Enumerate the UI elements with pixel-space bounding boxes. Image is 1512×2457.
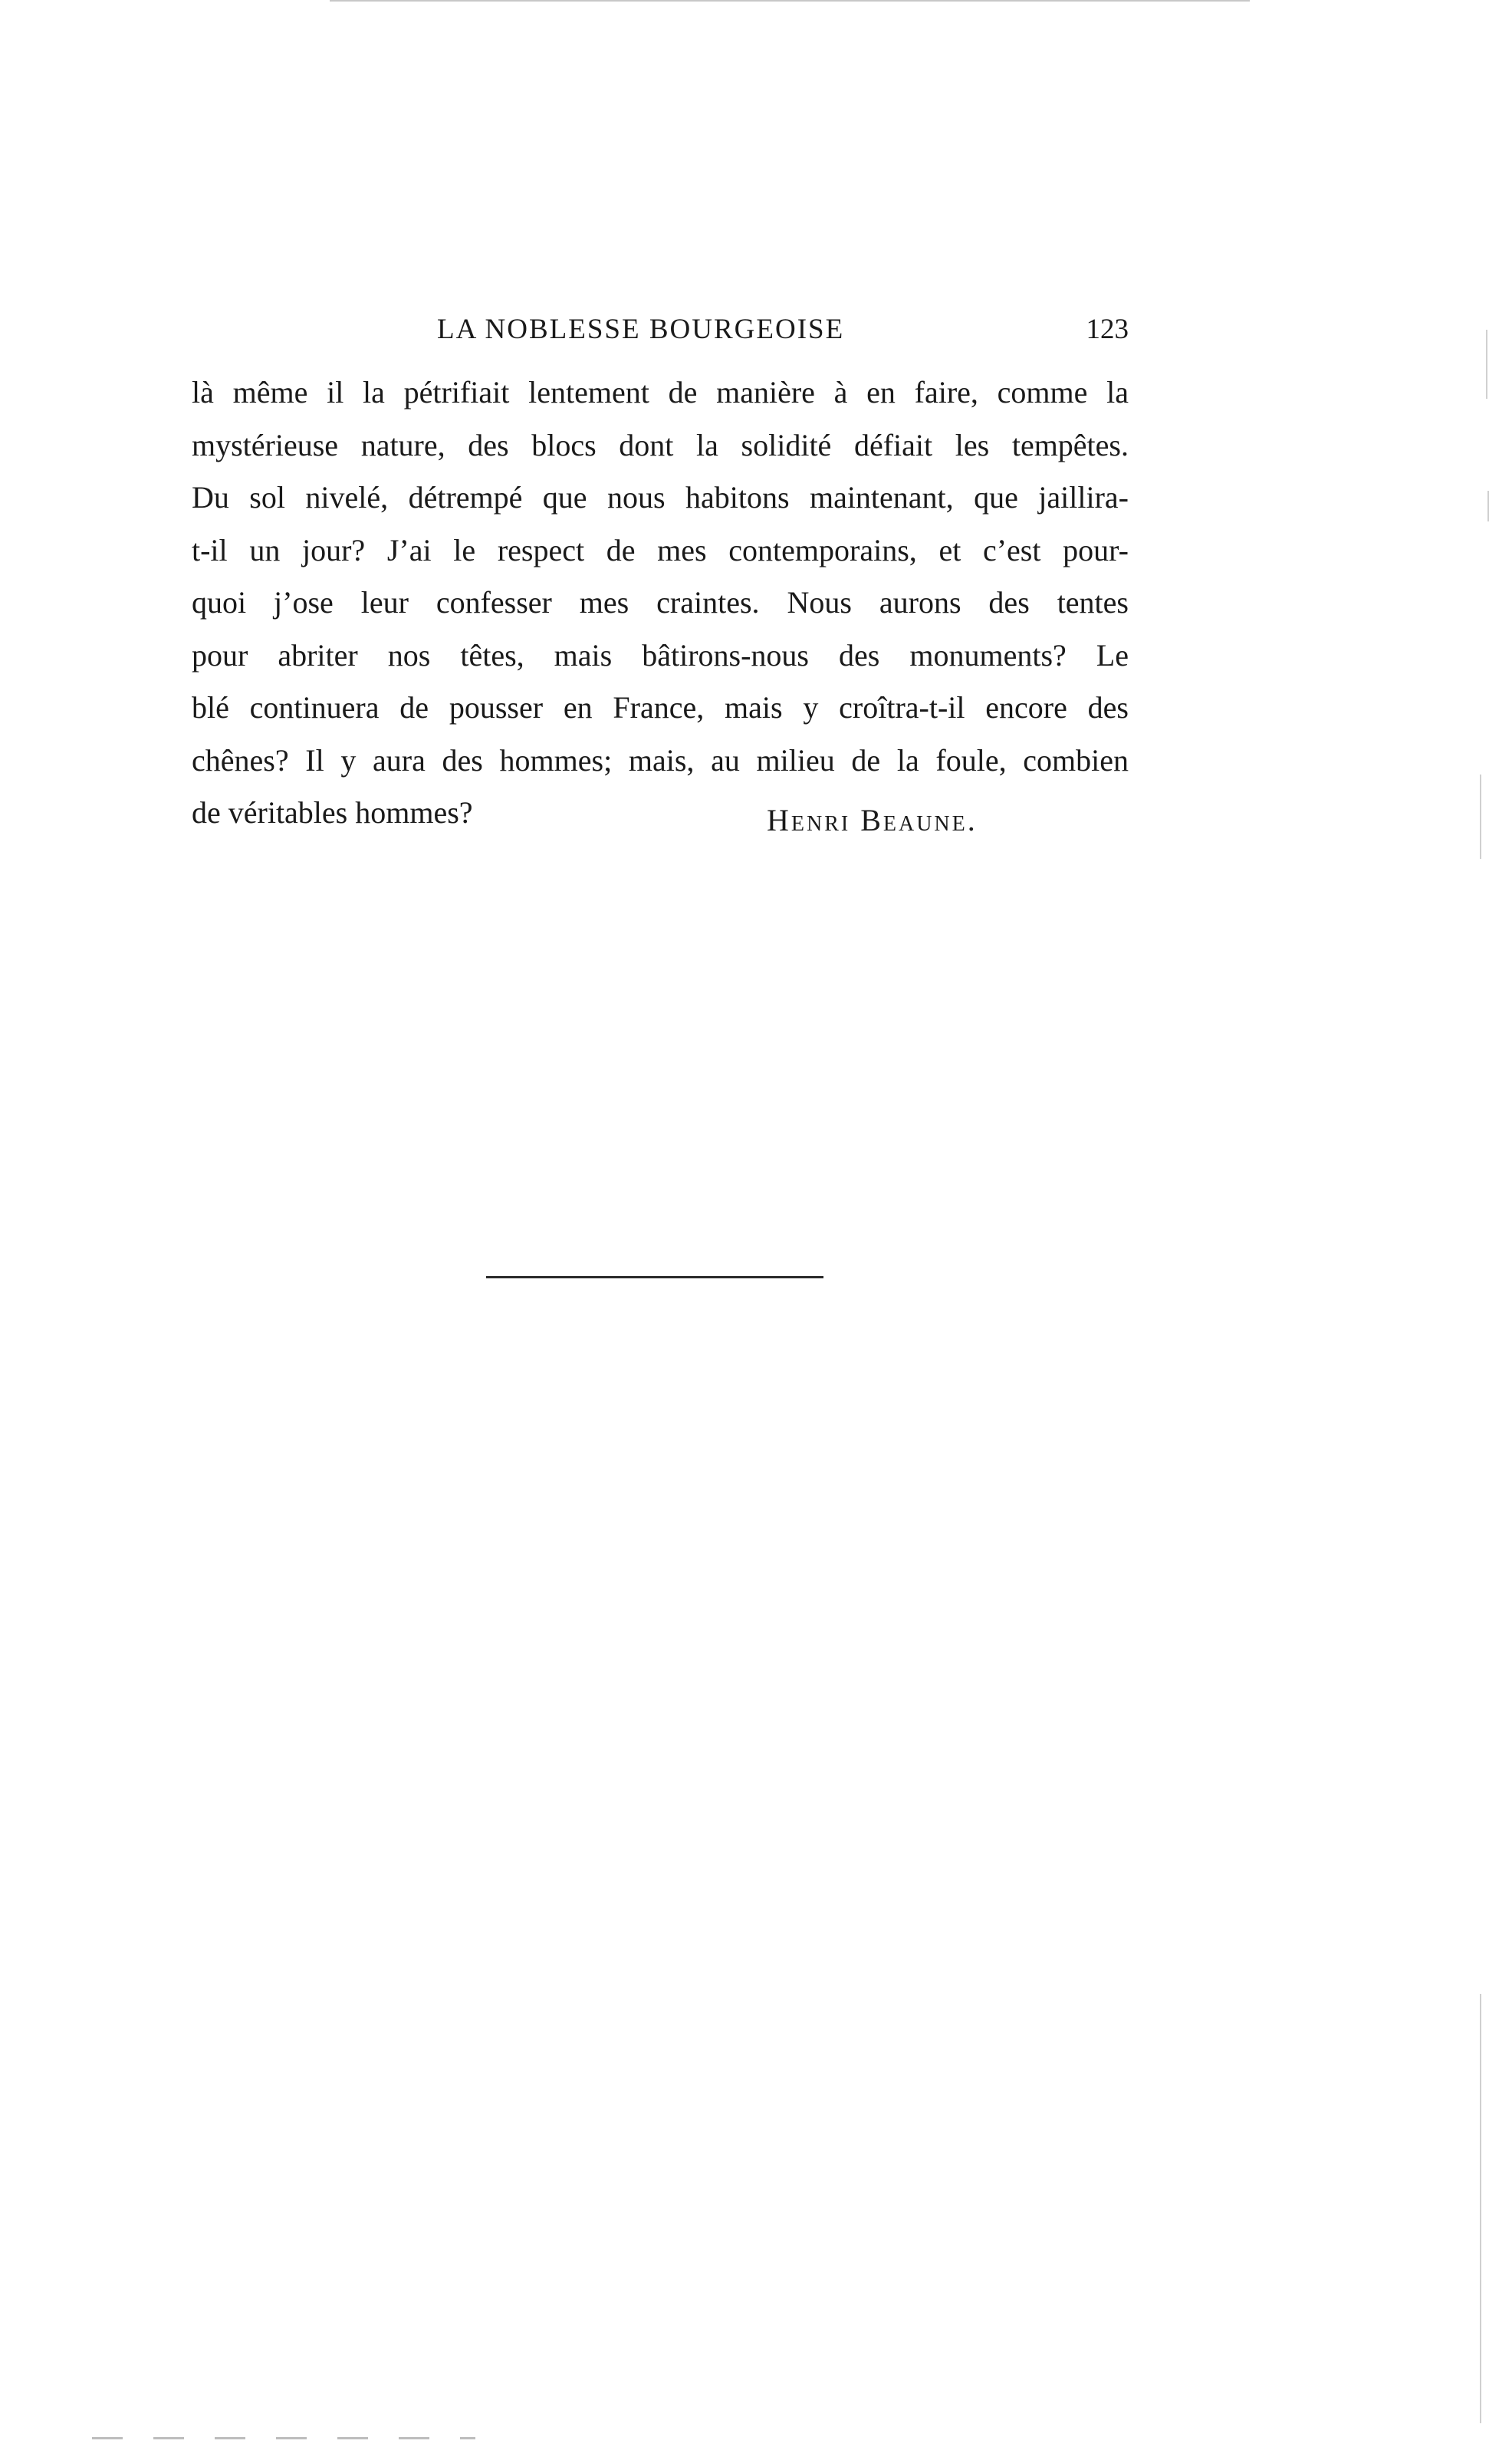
text-line: quoi j’ose leur confesser mes craintes. Nous aurons des tentes — [192, 585, 1129, 620]
text-line: mystérieuse nature, des blocs dont la solidité défiait les tempêtes. — [192, 427, 1129, 462]
text-line: Du sol nivelé, détrempé que nous habitons maintenant, que jaillira- — [192, 480, 1129, 515]
page-number: 123 — [1086, 314, 1129, 345]
margin-mark — [1480, 775, 1481, 859]
running-title: LA NOBLESSE BOURGEOISE — [437, 314, 845, 345]
margin-mark — [1486, 330, 1487, 399]
text-line: chênes? Il y aura des hommes; mais, au milieu de la foule, combien — [192, 742, 1129, 778]
scan-bottom-edge — [92, 2437, 475, 2439]
scan-top-edge — [330, 0, 1250, 2]
running-head — [192, 313, 1129, 359]
margin-mark — [1487, 491, 1489, 521]
text-line: là même il la pétrifiait lentement de manière à en faire, comme la — [192, 375, 1129, 410]
text-line: blé continuera de pousser en France, mais y croîtra-t-il encore des — [192, 690, 1129, 725]
body-paragraph — [192, 367, 1129, 840]
author-signature: Henri Beaune. — [767, 803, 978, 837]
text-line: de véritables hommes? — [192, 795, 473, 830]
text-line: pour abriter nos têtes, mais bâtirons-nous des monuments? Le — [192, 637, 1129, 673]
margin-mark — [1480, 1994, 1481, 2423]
end-rule — [486, 1276, 823, 1278]
text-line: t-il un jour? J’ai le respect de mes contemporains, et c’est pour- — [192, 532, 1129, 567]
